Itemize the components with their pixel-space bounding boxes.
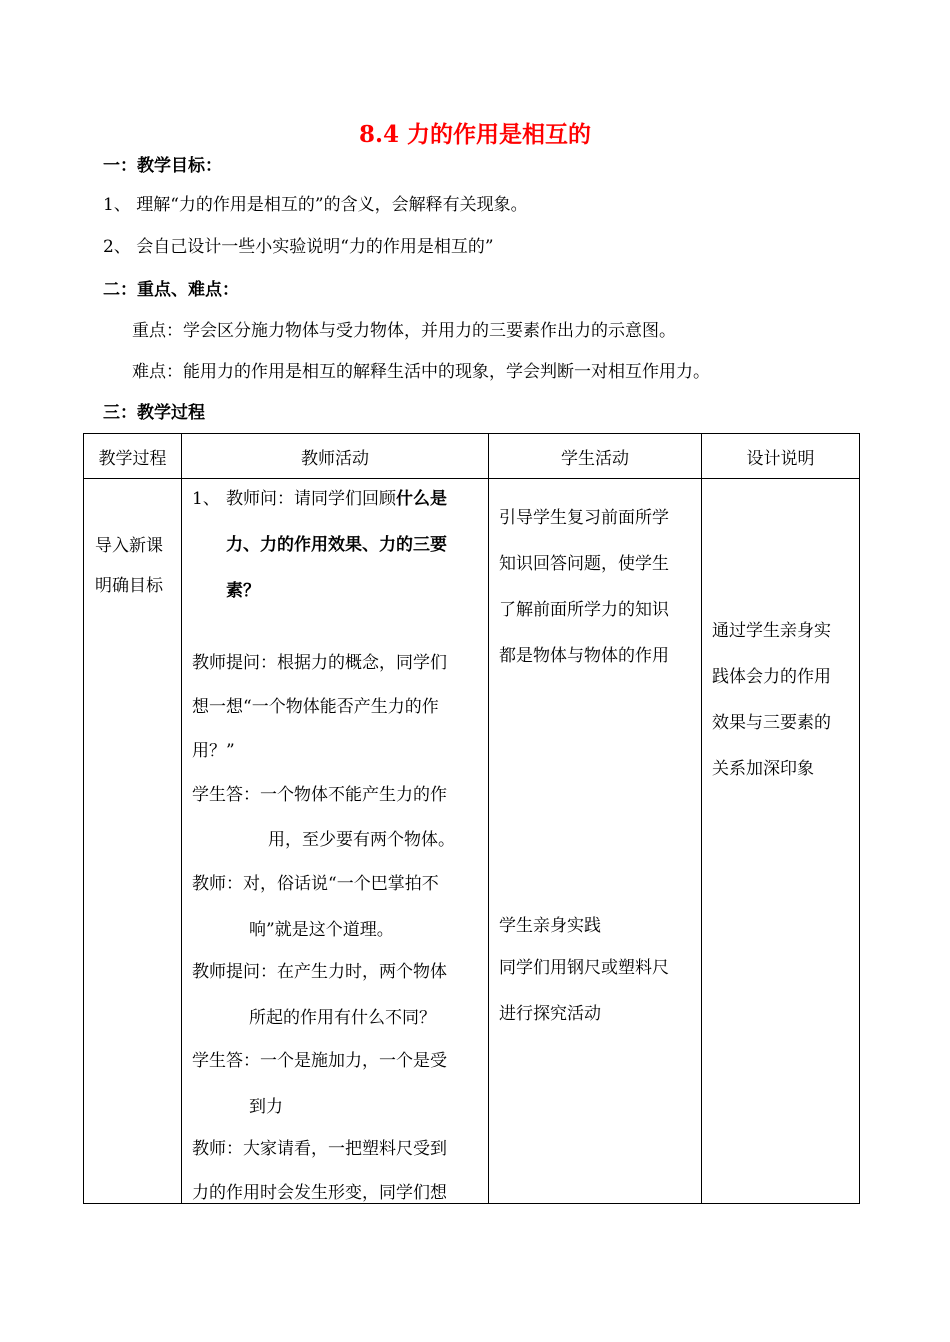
teacher-line: 用？” (192, 741, 235, 761)
student-line: 都是物体与物体的作用 (499, 646, 669, 666)
lesson-table (83, 433, 860, 1204)
teacher-question-bold: 力、力的作用效果、力的三要 (226, 535, 447, 555)
teacher-line: 学生答：一个是施加力，一个是受 (192, 1051, 447, 1071)
difficult-point: 难点：能用力的作用是相互的解释生活中的现象，学会判断一对相互作用力。 (132, 362, 710, 382)
student-line: 进行探究活动 (499, 1004, 601, 1024)
teacher-line: 想一想“一个物体能否产生力的作 (192, 697, 439, 717)
design-line: 践体会力的作用 (712, 667, 831, 687)
section-heading-keypoints: 二：重点、难点： (103, 280, 239, 300)
teacher-line: 教师：大家请看，一把塑料尺受到 (192, 1139, 447, 1159)
student-line: 学生亲身实践 (499, 916, 601, 936)
student-line: 了解前面所学力的知识 (499, 600, 669, 620)
teacher-question-bold: 素？ (226, 581, 260, 601)
page-title: 8.4 力的作用是相互的 (358, 121, 592, 148)
teacher-line: 到力 (249, 1097, 283, 1117)
teacher-line: 力的作用时会发生形变，同学们想 (192, 1183, 447, 1203)
design-line: 关系加深印象 (712, 759, 814, 779)
teacher-line: 响”就是这个道理。 (249, 920, 394, 940)
teacher-question-text: 教师问：请同学们回顾 (226, 489, 396, 509)
student-line: 知识回答问题，使学生 (499, 554, 669, 574)
design-line: 效果与三要素的 (712, 713, 831, 733)
process-line: 明确目标 (95, 576, 163, 596)
process-line: 导入新课 (95, 536, 163, 556)
teacher-line: 教师：对，俗话说“一个巴掌拍不 (192, 874, 439, 894)
teacher-line: 教师提问：在产生力时，两个物体 (192, 962, 447, 982)
student-line: 引导学生复习前面所学 (499, 508, 669, 528)
header-teacher: 教师活动 (182, 434, 489, 479)
teacher-line: 用，至少要有两个物体。 (268, 830, 455, 850)
section-heading-process: 三：教学过程 (103, 403, 205, 423)
teacher-line: 学生答：一个物体不能产生力的作 (192, 785, 447, 805)
design-line: 通过学生亲身实 (712, 621, 831, 641)
teacher-question-number: 1、 (192, 489, 220, 509)
cell-design (702, 479, 860, 1204)
cell-process (84, 479, 182, 1204)
objective-item-1: 1、 理解“力的作用是相互的”的含义，会解释有关现象。 (103, 195, 528, 215)
student-line: 同学们用钢尺或塑料尺 (499, 958, 669, 978)
teacher-line: 所起的作用有什么不同？ (249, 1008, 436, 1028)
teacher-question (226, 484, 447, 509)
cell-student (489, 479, 702, 1204)
key-point: 重点：学会区分施力物体与受力物体，并用力的三要素作出力的示意图。 (132, 321, 676, 341)
teacher-line: 教师提问：根据力的概念，同学们 (192, 653, 447, 673)
header-student: 学生活动 (489, 434, 702, 479)
header-process: 教学过程 (84, 434, 182, 479)
objective-item-2: 2、 会自己设计一些小实验说明“力的作用是相互的” (103, 237, 494, 257)
section-heading-objectives: 一：教学目标： (103, 156, 222, 176)
table-header-row (84, 434, 860, 479)
teacher-question-bold: 什么是 (396, 489, 447, 509)
table-row (84, 479, 860, 1204)
header-design: 设计说明 (702, 434, 860, 479)
cell-teacher (182, 479, 489, 1204)
